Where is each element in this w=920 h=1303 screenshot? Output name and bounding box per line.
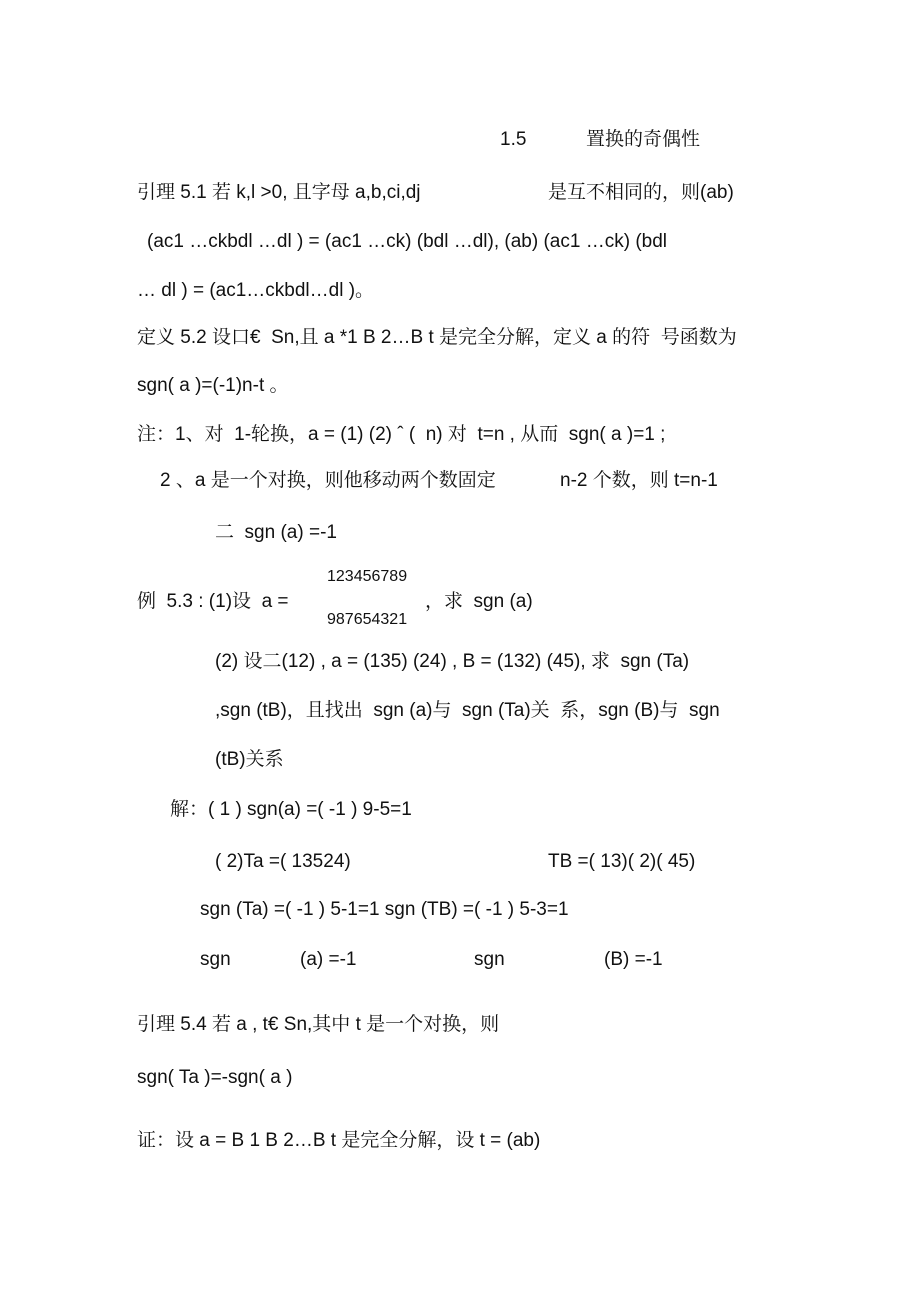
example-5-3-prefix: 例 5.3 : (1)设 a = <box>137 591 289 612</box>
lemma-5-1-line-1a: 引理 5.1 若 k,l >0, 且字母 a,b,ci,dj <box>137 182 421 203</box>
solution-line-2b: TB =( 13)( 2)( 45) <box>548 851 696 872</box>
permutation-top-row: 123456789 <box>327 568 408 585</box>
note-line-2a: 2 、a 是一个对换，则他移动两个数固定 <box>160 470 496 491</box>
solution-line-2a: ( 2)Ta =( 13524) <box>215 851 351 872</box>
example-5-3-part2-line-2: ,sgn (tB)，且找出 sgn (a)与 sgn (Ta)关 系，sgn (B)与 sgn <box>215 700 720 721</box>
lemma-5-1-line-3: … dl ) = (ac1…ckbdl…dl )。 <box>137 280 375 301</box>
solution-line-4c: sgn <box>474 949 505 970</box>
lemma-5-4-line-1: 引理 5.4 若 a , t€ Sn,其中 t 是一个对换，则 <box>137 1014 500 1035</box>
solution-line-1: 解：( 1 ) sgn(a) =( -1 ) 9-5=1 <box>170 799 412 820</box>
solution-line-4d: (B) =-1 <box>604 949 663 970</box>
note-line-2b: n-2 个数，则 t=n-1 <box>560 470 718 491</box>
definition-5-2-line-1: 定义 5.2 设口€ Sn,且 a *1 B 2…B t 是完全分解，定义 a 的符 号函数为 <box>137 327 737 348</box>
example-5-3-suffix: ，求 sgn (a) <box>425 591 533 612</box>
note-line-1: 注：1、对 1-轮换，a = (1) (2) ˆ ( n) 对 t=n , 从而 sgn( a )=1 ; <box>137 424 666 445</box>
example-5-3-part2-line-3: (tB)关系 <box>215 749 284 770</box>
definition-5-2-line-2: sgn( a )=(-1)n-t 。 <box>137 375 289 396</box>
permutation-bottom-row: 987654321 <box>327 611 408 628</box>
example-5-3-part2-line-1: (2) 设二(12) , a = (135) (24) , B = (132) (45), 求 sgn (Ta) <box>215 651 690 672</box>
proof-line-1: 证：设 a = B 1 B 2…B t 是完全分解，设 t = (ab) <box>137 1130 541 1151</box>
solution-line-4b: (a) =-1 <box>300 949 357 970</box>
section-number: 1.5 <box>500 129 527 150</box>
solution-line-4a: sgn <box>200 949 231 970</box>
lemma-5-4-line-2: sgn( Ta )=-sgn( a ) <box>137 1067 293 1088</box>
section-title: 置换的奇偶性 <box>586 129 701 150</box>
solution-line-3: sgn (Ta) =( -1 ) 5-1=1 sgn (TB) =( -1 ) 5-3=1 <box>200 899 569 920</box>
lemma-5-1-line-1b: 是互不相同的，则(ab) <box>548 182 734 203</box>
lemma-5-1-line-2: (ac1 …ckbdl …dl ) = (ac1 …ck) (bdl …dl), (ab) (ac1 …ck) (bdl <box>147 231 667 252</box>
note-line-3: 二 sgn (a) =-1 <box>215 522 337 543</box>
